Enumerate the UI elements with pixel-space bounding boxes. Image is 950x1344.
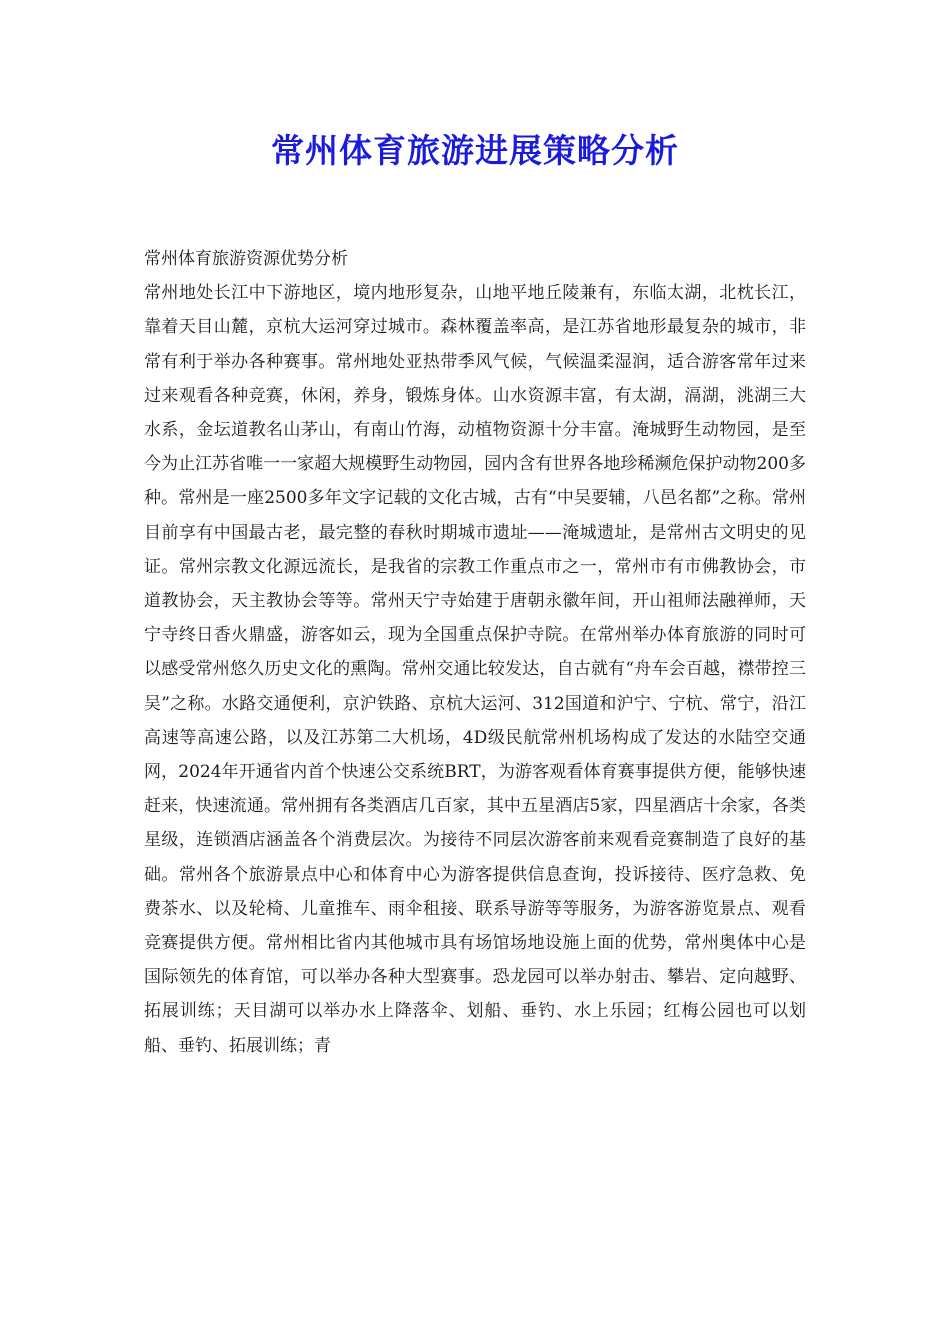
document-body — [144, 242, 806, 1063]
section-heading: 常州体育旅游资源优势分析 — [144, 249, 348, 269]
body-paragraph: 常州地处长江中下游地区，境内地形复杂，山地平地丘陵兼有，东临太湖，北枕长江，靠着天目山麓，京杭大运河穿过城市。森林覆盖率高，是江苏省地形最复杂的城市，非常有利于举办各种赛事。常州地处亚热带季风气候，气候温柔湿润，适合游客常年过来过来观看各种竞赛，休闲，养身，锻炼身体。山水资源丰富，有太湖，滆湖，洮湖三大水系，金坛道教名山茅山，有南山竹海，动植物资源十分丰富。淹城野生动物园，是至今为止江苏省唯一一家超大规模野生动物园，园内含有世界各地珍稀濒危保护动物200多种。常州是一座2500多年文字记载的文化古城，古有“中吴要辅，八邑名都”之称。常州目前享有中国最古老，最完整的春秋时期城市遗址——淹城遗址，是常州古文明史的见证。常州宗教文化源远流长，是我省的宗教工作重点市之一，常州市有市佛教协会，市道教协会，天主教协会等等。常州天宁寺始建于唐朝永徽年间，开山祖师法融禅师，天宁寺终日香火鼎盛，游客如云，现为全国重点保护寺院。在常州举办体育旅游的同时可以感受常州悠久历史文化的熏陶。常州交通比较发达，自古就有“舟车会百越，襟带控三吴”之称。水路交通便利，京沪铁路、京杭大运河、312国道和沪宁、宁杭、常宁，沿江高速等高速公路，以及江苏第二大机场，4D级民航常州机场构成了发达的水陆空交通网，2024年开通省内首个快速公交系统BRT，为游客观看体育赛事提供方便，能够快速赶来，快速流通。常州拥有各类酒店几百家，其中五星酒店5家，四星酒店十余家，各类星级，连锁酒店涵盖各个消费层次。为接待不同层次游客前来观看竞赛制造了良好的基础。常州各个旅游景点中心和体育中心为游客提供信息查询，投诉接待、医疗急救、免费茶水、以及轮椅、儿童推车、雨伞租接、联系导游等等服务，为游客游览景点、观看竞赛提供方便。常州相比省内其他城市具有场馆场地设施上面的优势，常州奥体中心是国际领先的体育馆，可以举办各种大型赛事。恐龙园可以举办射击、攀岩、定向越野、拓展训练；天目湖可以举办水上降落伞、划船、垂钓、水上乐园；红梅公园也可以划船、垂钓、拓展训练；青 — [144, 283, 806, 1056]
document-title: 常州体育旅游进展策略分析 — [271, 131, 679, 170]
